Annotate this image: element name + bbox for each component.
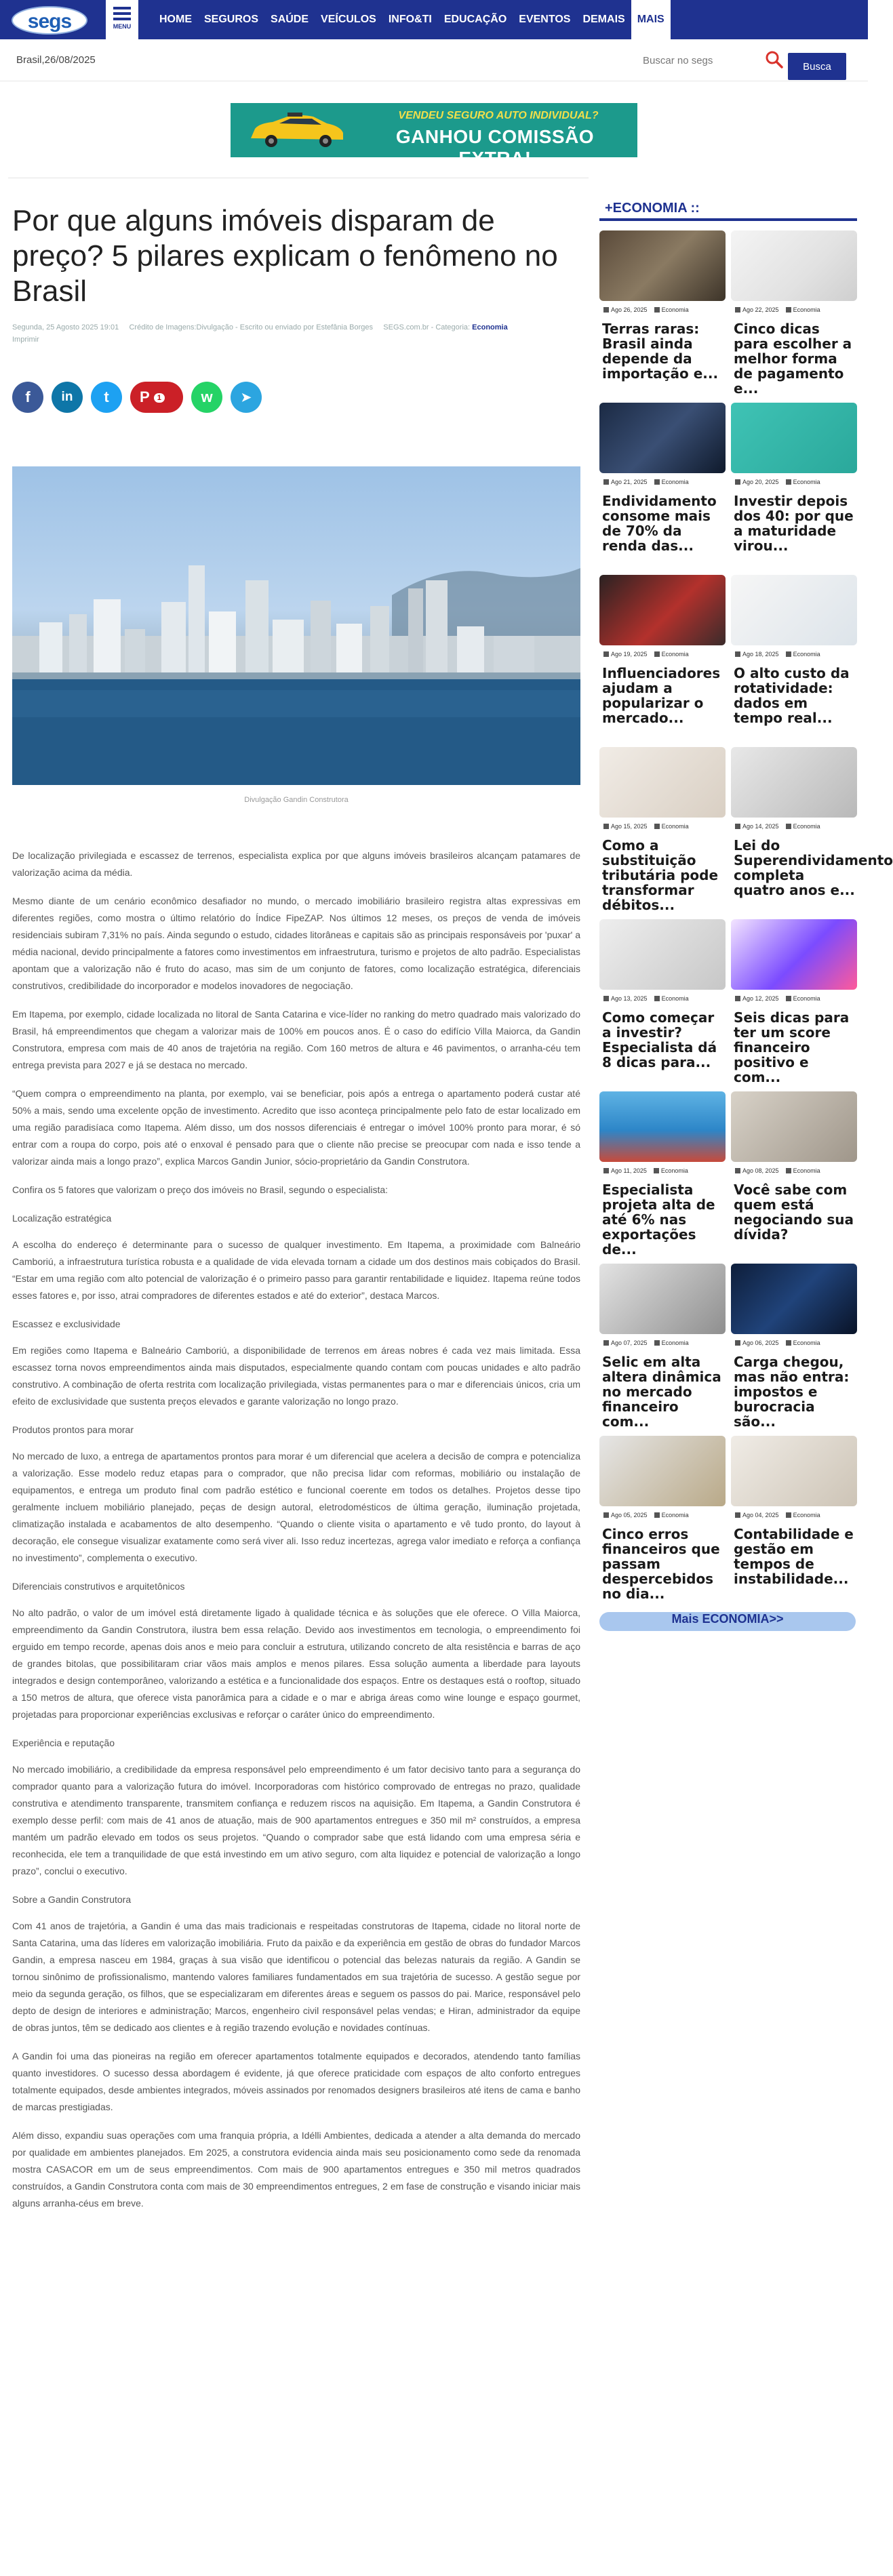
ad-banner[interactable] (231, 103, 637, 169)
folder-icon (786, 479, 791, 485)
calendar-icon (603, 1168, 609, 1173)
hamburger-icon (113, 7, 131, 20)
news-card-category[interactable] (786, 1512, 820, 1518)
news-card-category[interactable] (654, 823, 689, 830)
news-card-title[interactable]: Endividamento consome mais de 70% da renda das... (602, 493, 717, 554)
calendar-icon (735, 479, 740, 485)
news-card-date (735, 1512, 779, 1518)
logo-text: segs (27, 10, 72, 33)
folder-icon (786, 1340, 791, 1346)
news-card-image[interactable] (731, 230, 857, 301)
news-card[interactable] (599, 1436, 726, 1608)
news-card-info (731, 1163, 857, 1178)
news-card[interactable] (731, 1264, 857, 1436)
top-navigation-bar (0, 0, 868, 39)
pinterest-count: 1 (154, 393, 165, 403)
section-heading: Localização estratégica (12, 1213, 112, 1224)
search-button[interactable]: Busca (788, 53, 846, 80)
news-card[interactable] (599, 919, 726, 1091)
news-card[interactable] (599, 575, 726, 747)
news-card-image[interactable] (599, 403, 726, 473)
news-card-info (599, 302, 726, 317)
news-card-title[interactable]: Terras raras: Brasil ainda depende da importação e... (602, 321, 719, 382)
news-card-date (603, 1512, 648, 1518)
calendar-icon (735, 996, 740, 1001)
search-input[interactable] (643, 52, 758, 69)
news-card-date (603, 823, 648, 830)
section-heading: Experiência e reputação (12, 1737, 115, 1748)
news-card-info (731, 647, 857, 662)
sidebar-economia (599, 201, 893, 1631)
news-card[interactable] (599, 230, 726, 403)
news-card[interactable] (599, 747, 726, 919)
news-card-image[interactable] (599, 1264, 726, 1334)
news-card-date-text: Ago 26, 2025 (611, 306, 648, 313)
news-card-category[interactable] (654, 651, 689, 658)
folder-icon (654, 824, 660, 829)
calendar-icon (603, 824, 609, 829)
news-card-image[interactable] (731, 919, 857, 990)
news-card-date-text: Ago 20, 2025 (742, 479, 779, 485)
news-card-title[interactable]: Especialista projeta alta de até 6% nas exportações de... (602, 1182, 715, 1257)
nav-veiculos[interactable]: VEÍCULOS (321, 14, 376, 25)
news-card-date (735, 1340, 779, 1346)
menu-button[interactable] (106, 0, 138, 39)
news-card-category-text: Economia (793, 479, 820, 485)
news-card-category-text: Economia (661, 1512, 689, 1518)
news-card-category[interactable] (654, 995, 689, 1002)
news-card-info (731, 1508, 857, 1523)
banner-line-1: VENDEU SEGURO AUTO INDIVIDUAL? (398, 110, 599, 121)
paragraph: Em Itapema, por exemplo, cidade localizada no litoral de Santa Catarina e vice-líder no ranking do metro quadrado mais valorizado do Brasil, há empreendimentos que chegam a valorizar mais de 100% em poucos anos. É o caso do edifício Villa Maiorca, da Gandin Construtora, empresa com mais de 40 anos de trajetória na região. Com 160 metros de altura e 46 pavimentos, o arranha-céu tem entrega prevista para 2027 e já se destaca no mercado. (12, 1009, 580, 1070)
news-card-info (599, 819, 726, 834)
news-card-category-text: Economia (793, 995, 820, 1002)
news-card-date (603, 995, 648, 1002)
news-card-title[interactable]: Lei do Superendividamento completa quatro anos e... (734, 837, 893, 898)
folder-icon (654, 307, 660, 313)
nav-seguros[interactable]: SEGUROS (204, 14, 259, 25)
news-card-date-text: Ago 07, 2025 (611, 1340, 648, 1346)
article-body (12, 847, 580, 2212)
folder-icon (654, 996, 660, 1001)
news-card-title[interactable]: Você sabe com quem está negociando sua dívida? (734, 1182, 854, 1243)
skyline-illustration (12, 466, 580, 785)
news-card-category[interactable] (654, 479, 689, 485)
news-card[interactable] (599, 403, 726, 575)
calendar-icon (735, 307, 740, 313)
news-card-image[interactable] (731, 1264, 857, 1334)
news-card-image[interactable] (599, 747, 726, 818)
nav-demais[interactable]: DEMAIS (582, 14, 625, 25)
article-meta (12, 321, 580, 346)
meta-credit: Crédito de Imagens:Divulgação - Escrito ou enviado por Estefânia Borges (129, 323, 374, 331)
calendar-icon (735, 1340, 740, 1346)
news-card-info (599, 1335, 726, 1350)
segs-logo[interactable] (9, 4, 90, 37)
news-card-date-text: Ago 05, 2025 (611, 1512, 648, 1518)
article (12, 203, 580, 2223)
news-card-category-text: Economia (793, 1512, 820, 1518)
more-economia-button[interactable]: Mais ECONOMIA>> (599, 1612, 856, 1631)
calendar-icon (603, 996, 609, 1001)
news-card-date (603, 479, 648, 485)
news-card-info (731, 302, 857, 317)
news-card-date-text: Ago 06, 2025 (742, 1340, 779, 1346)
calendar-icon (603, 479, 609, 485)
news-card-date-text: Ago 13, 2025 (611, 995, 648, 1002)
news-card-title[interactable]: Influenciadores ajudam a popularizar o mercado... (602, 665, 721, 726)
news-card-image[interactable] (599, 1436, 726, 1506)
paragraph: No alto padrão, o valor de um imóvel está diretamente ligado à qualidade técnica e às soluções que ele oferece. O Villa Maiorca, empreendimento da Gandin Construtora, ilustra bem essa relação. Devido aos investimentos em tecnologia, o empreendimento foi erguido em tempo recorde, apenas dois anos e meio para concluir a estrutura, utilizando concreto de alta resistência e barras de aço de grandes bitolas, que possibilitaram criar vãos mais amplos e menos pilares. Essa solução aumenta a liberdade para layouts integrados e design contemporâneo, valorizando a estética e a funcionalidade dos espaços. Entre os destaques está o rooftop, situado a 150 metros de altura, que oferece vista panorâmica para a cidade e o mar e abriga áreas como wine lounge e espaço gourmet, projetadas para proporcionar experiências exclusivas e reforçar o caráter único do empreendimento. (12, 1607, 580, 1720)
news-card-category-text: Economia (661, 306, 689, 313)
news-card-category-text: Economia (661, 479, 689, 485)
news-card-image[interactable] (599, 230, 726, 301)
news-card[interactable] (599, 1264, 726, 1436)
news-card-image[interactable] (731, 575, 857, 645)
news-card-info (731, 819, 857, 834)
news-card-category[interactable] (654, 306, 689, 313)
meta-date: Segunda, 25 Agosto 2025 19:01 (12, 323, 119, 331)
meta-site: SEGS.com.br - Categoria: (383, 323, 471, 331)
nav-educacao[interactable]: EDUCAÇÃO (443, 14, 507, 25)
news-card-info (599, 475, 726, 489)
folder-icon (654, 1340, 660, 1346)
news-card[interactable] (731, 1091, 857, 1264)
nav-home[interactable]: HOME (159, 14, 192, 25)
news-card-title[interactable]: Cinco dicas para escolher a melhor forma de pagamento e... (734, 321, 852, 397)
pinterest-icon: P (140, 388, 150, 405)
news-card[interactable] (731, 747, 893, 919)
news-card-category-text: Economia (793, 823, 820, 830)
folder-icon (654, 1512, 660, 1518)
sub-bar (0, 39, 868, 81)
pinterest-share-button[interactable] (130, 382, 183, 413)
news-card-category-text: Economia (793, 1340, 820, 1346)
news-card-date (603, 1340, 648, 1346)
news-card-date-text: Ago 19, 2025 (611, 651, 648, 658)
paragraph: Confira os 5 fatores que valorizam o preço dos imóveis no Brasil, segundo o especialista: (12, 1184, 389, 1195)
folder-icon (786, 1168, 791, 1173)
news-card-image[interactable] (731, 1091, 857, 1162)
news-card-category[interactable] (654, 1512, 689, 1518)
nav-mais[interactable]: MAIS (631, 0, 671, 39)
paragraph: No mercado imobiliário, a credibilidade da empresa responsável pelo empreendimento é um fator decisivo tanto para a segurança do comprador quanto para a valorização futura do imóvel. Incorporadoras com histórico comprovado de entregas no prazo, qualidade construtiva e atendimento transparente, transmitem confiança e reduzem riscos na aquisição. Em Itapema, a Gandin Construtora é exemplo desse perfil: com mais de 41 anos de atuação, mais de 900 apartamentos entregues e 350 mil m² construídos, a empresa mantém um padrão elevado em todos os seus projetos. “Quando o comprador sabe que está lidando com uma empresa séria e reconhecida, ele tem a tranquilidade de que está investindo em um ativo seguro, com alta liquidez e potencial de valorização a longo prazo”, conclui o executivo. (12, 1764, 580, 1876)
paragraph: A escolha do endereço é determinante para o sucesso de qualquer investimento. Em Itapema, a proximidade com Balneário Camboriú, a infraestrutura turística robusta e a qualidade de vida elevada tornam a cidade um dos destinos mais cobiçados do Brasil. “Estar em uma região com alto potencial de valorização é o primeiro passo para garantir rentabilidade e liquidez. Itapema reúne todos esses fatores e, por isso, atrai compradores de diferentes estados e até do exterior”, destaca Marcos. (12, 1239, 580, 1301)
news-card-image[interactable] (599, 1091, 726, 1162)
news-card-info (599, 991, 726, 1006)
calendar-icon (735, 824, 740, 829)
share-buttons (12, 381, 580, 414)
news-card-info (599, 647, 726, 662)
sidebar-card-grid (599, 230, 893, 1608)
facebook-share-button[interactable]: f (12, 382, 43, 413)
news-card-category-text: Economia (660, 1167, 688, 1174)
news-card-image[interactable] (599, 575, 726, 645)
news-card-date (603, 306, 648, 313)
news-card-date-text: Ago 22, 2025 (742, 306, 779, 313)
news-card-image[interactable] (731, 403, 857, 473)
banner-line-2: GANHOU COMISSÃO EXTRA! (395, 126, 595, 169)
news-card-category[interactable] (786, 1340, 820, 1346)
meta-category-link[interactable]: Economia (472, 323, 508, 331)
news-card-date (603, 651, 648, 658)
nav-links (153, 0, 671, 39)
news-card-info (731, 1335, 857, 1350)
news-card-category[interactable] (654, 1167, 688, 1174)
calendar-icon (735, 1168, 740, 1173)
folder-icon (654, 651, 660, 657)
news-card-date (735, 995, 779, 1002)
telegram-share-button[interactable]: ➤ (231, 382, 262, 413)
news-card-image[interactable] (599, 919, 726, 990)
folder-icon (786, 996, 791, 1001)
news-card[interactable] (731, 230, 857, 403)
nav-info-ti[interactable]: INFO&TI (388, 14, 432, 25)
news-card-date (735, 1167, 779, 1174)
news-card-title[interactable]: Selic em alta altera dinâmica no mercado financeiro com... (602, 1354, 721, 1430)
news-card-info (731, 991, 857, 1006)
paragraph: De localização privilegiada e escassez de terrenos, especialista explica por que alguns imóveis brasileiros alcançam patamares de valorização acima da média. (12, 850, 580, 878)
news-card-category-text: Economia (661, 1340, 689, 1346)
folder-icon (786, 1512, 791, 1518)
paragraph: No mercado de luxo, a entrega de apartamentos prontos para morar é um diferencial que acelera a decisão de compra e potencializa a valorização. Esse modelo reduz etapas para o comprador, que não precisa lidar com reformas, mobiliário ou instalação de equipamentos, e entrega um produto final com padrão estético e funcional coerente em todos os detalhes. Projetos desse tipo geralmente incluem mobiliário planejado, peças de design autoral, eletrodomésticos de última geração, iluminação projetada, climatização instalada e acabamentos de alto desempenho. “Quando o cliente visita o apartamento e vê tudo pronto, do layout à decoração, ele consegue visualizar exatamente como será viver ali. Isso reduz incertezas, agrega valor imediato e reforça a confiança no investimento”, complementa o executivo. (12, 1451, 580, 1563)
calendar-icon (603, 1512, 609, 1518)
paragraph: Mesmo diante de um cenário econômico desafiador no mundo, o mercado imobiliário brasileiro registra altas expressivas em diferentes regiões, como mostra o último relatório do Índice FipeZAP. Nos últimos 12 meses, os preços de venda de imóveis residenciais subiram 7,31% no país. Ainda segundo o estudo, cidades litorâneas e capitais são as principais responsáveis por 'puxar' a média nacional, devido principalmente a fatores como investimentos em infraestrutura, turismo e projetos de alto padrão. Especialistas apontam que a valorização não é fruto do acaso, mas sim de um conjunto de fatores, como localização estratégica, diferenciais construtivos, credibilidade do incorporador e modelos inovadores de negociação. (12, 895, 580, 991)
news-card-category-text: Economia (661, 651, 689, 658)
news-card-title[interactable]: O alto custo da rotatividade: dados em tempo real... (734, 665, 850, 726)
linkedin-share-button[interactable]: in (52, 382, 83, 413)
paragraph: Com 41 anos de trajetória, a Gandin é uma das mais tradicionais e respeitadas construtoras de Itapema, cidade no litoral norte de Santa Catarina, uma das líderes em valorização imobiliária. Fruto da paixão e da experiência em gestão de obras do fundador Marcos Gandin, a empresa nasceu em 1984, graças à sua visão que identificou o potencial das belezas naturais da região. A Gandin se tornou sinônimo de profissionalismo, mantendo valores familiares fundamentados em sua trajetória de sucesso. A gestão segue por meio da segunda geração, os filhos, que se especializaram em diferentes áreas e seguem os passos do pai. Marice, responsável pelo depto de design de interiores e administração; Marcos, engenheiro civil responsável pelas vendas; e Hiran, administrador da equipe de obras juntos, têm se dedicado aos clientes e à região trazendo evolução e novidades contínuas. (12, 1920, 580, 2033)
news-card-category[interactable] (786, 651, 820, 658)
news-card-date-text: Ago 08, 2025 (742, 1167, 779, 1174)
news-card-image[interactable] (731, 1436, 857, 1506)
news-card-date-text: Ago 21, 2025 (611, 479, 648, 485)
twitter-share-button[interactable]: t (91, 382, 122, 413)
section-heading: Diferenciais construtivos e arquitetônicos (12, 1581, 185, 1592)
news-card-category[interactable] (786, 306, 820, 313)
news-card-title[interactable]: Carga chegou, mas não entra: impostos e burocracia são... (734, 1354, 850, 1430)
news-card[interactable] (731, 575, 857, 747)
taxi-car-icon (245, 113, 347, 148)
section-heading: Sobre a Gandin Construtora (12, 1894, 132, 1905)
sidebar-heading: +ECONOMIA :: (599, 201, 857, 221)
calendar-icon (603, 651, 609, 657)
news-card-title[interactable]: Seis dicas para ter um score financeiro positivo e com... (734, 1009, 850, 1085)
news-card-category[interactable] (786, 1167, 820, 1174)
folder-icon (654, 479, 660, 485)
news-card-category[interactable] (786, 995, 820, 1002)
news-card-category[interactable] (654, 1340, 689, 1346)
folder-icon (786, 651, 791, 657)
news-card-info (599, 1508, 726, 1523)
news-card-title[interactable]: Investir depois dos 40: por que a maturidade virou... (734, 493, 854, 554)
paragraph: Além disso, expandiu suas operações com uma franquia própria, a Idélli Ambientes, dedicada a atender a alta demanda do mercado por qualidade em ambientes planejados. Em 2025, a construtora evidencia ainda mais seu posicionamento como sede da renomada mostra CASACOR em um de seus empreendimentos. Com mais de 900 apartamentos entregues e 350 mil metros quadrados construídos, a Gandin Construtora conta com mais de 30 empreendimentos entregues, 2 em fase de construção e visando iniciar mais alguns arranha-céus em breve. (12, 2130, 580, 2209)
calendar-icon (735, 1512, 740, 1518)
news-card-category[interactable] (786, 823, 820, 830)
news-card-info (731, 475, 857, 489)
news-card-date (603, 1167, 647, 1174)
news-card-date (735, 651, 779, 658)
news-card-date-text: Ago 18, 2025 (742, 651, 779, 658)
news-card[interactable] (731, 403, 857, 575)
article-title: Por que alguns imóveis disparam de preço? 5 pilares explicam o fenômeno no Brasil (12, 204, 558, 308)
whatsapp-share-button[interactable]: w (191, 382, 222, 413)
news-card-category-text: Economia (661, 823, 689, 830)
section-heading: Produtos prontos para morar (12, 1424, 134, 1435)
section-heading: Escassez e exclusividade (12, 1319, 121, 1329)
nav-saude[interactable]: SAÚDE (271, 14, 309, 25)
paragraph: “Quem compra o empreendimento na planta, por exemplo, vai se beneficiar, pois após a entrega o apartamento poderá custar até 50% a mais, sendo uma excelente opção de investimento. Acredito que isso aconteça principalmente pelo fato de estar localizado em uma região paradisíaca como Itapema. Além disso, um dos nossos diferenciais é entregar o imóvel 100% pronto para morar, é só entrar com a roupa do corpo, pois até o enxoval é pensado para que o cliente não precise se preocupar com nada e isso tende a valorizar ainda mais a longo prazo”, explica Marcos Gandin Junior, sócio-proprietário da Gandin Construtora. (12, 1088, 580, 1167)
news-card-date (735, 479, 779, 485)
paragraph: Em regiões como Itapema e Balneário Camboriú, a disponibilidade de terrenos em áreas nobres é cada vez mais limitada. Essa escassez torna novos empreendimentos ainda mais disputados, especialmente quando contam com poucas unidades e alto padrão construtivo. A combinação de oferta restrita com localização privilegiada, vistas permanentes para o mar e diferenciais únicos, cria um efeito de exclusividade que sustenta preços elevados e garante valorização no longo prazo. (12, 1345, 580, 1407)
news-card-date (735, 823, 779, 830)
news-card-date-text: Ago 15, 2025 (611, 823, 648, 830)
article-photo-city-skyline (12, 466, 580, 785)
news-card-date-text: Ago 14, 2025 (742, 823, 779, 830)
paragraph: A Gandin foi uma das pioneiras na região em oferecer apartamentos totalmente equipados e decorados, atendendo tanto famílias quanto investidores. O sucesso dessa abordagem é evidente, já que oferece praticidade com espaços de alto conforto entregues totalmente equipados, desde ambientes integrados, móveis assinados por renomados designers brasileiros até itens de cama e banho de marcas prestigiadas. (12, 2051, 580, 2112)
news-card-category-text: Economia (793, 1167, 820, 1174)
photo-caption: Divulgação Gandin Construtora (244, 796, 349, 804)
calendar-icon (735, 651, 740, 657)
current-date: Brasil,26/08/2025 (16, 54, 96, 66)
news-card-category-text: Economia (793, 306, 820, 313)
search-icon[interactable] (765, 50, 784, 69)
news-card-category-text: Economia (661, 995, 689, 1002)
news-card[interactable] (731, 1436, 857, 1608)
news-card[interactable] (731, 919, 857, 1091)
menu-label: MENU (113, 23, 132, 30)
folder-icon (786, 824, 791, 829)
news-card[interactable] (599, 1091, 726, 1264)
print-link[interactable]: Imprimir (12, 336, 39, 344)
news-card-title[interactable]: Como começar a investir? Especialista dá 8 dicas para... (602, 1009, 717, 1070)
folder-icon (654, 1168, 659, 1173)
calendar-icon (603, 307, 609, 313)
news-card-date (735, 306, 779, 313)
news-card-title[interactable]: Cinco erros financeiros que passam despercebidos no dia... (602, 1526, 720, 1602)
news-card-title[interactable]: Como a substituição tributária pode transformar débitos... (602, 837, 719, 913)
calendar-icon (603, 1340, 609, 1346)
news-card-info (599, 1163, 726, 1178)
news-card-category-text: Economia (793, 651, 820, 658)
nav-eventos[interactable]: EVENTOS (519, 14, 571, 25)
news-card-category[interactable] (786, 479, 820, 485)
news-card-date-text: Ago 11, 2025 (611, 1167, 647, 1174)
folder-icon (786, 307, 791, 313)
news-card-date-text: Ago 12, 2025 (742, 995, 779, 1002)
news-card-date-text: Ago 04, 2025 (742, 1512, 779, 1518)
news-card-title[interactable]: Contabilidade e gestão em tempos de instabilidade... (734, 1526, 854, 1587)
news-card-image[interactable] (731, 747, 857, 818)
